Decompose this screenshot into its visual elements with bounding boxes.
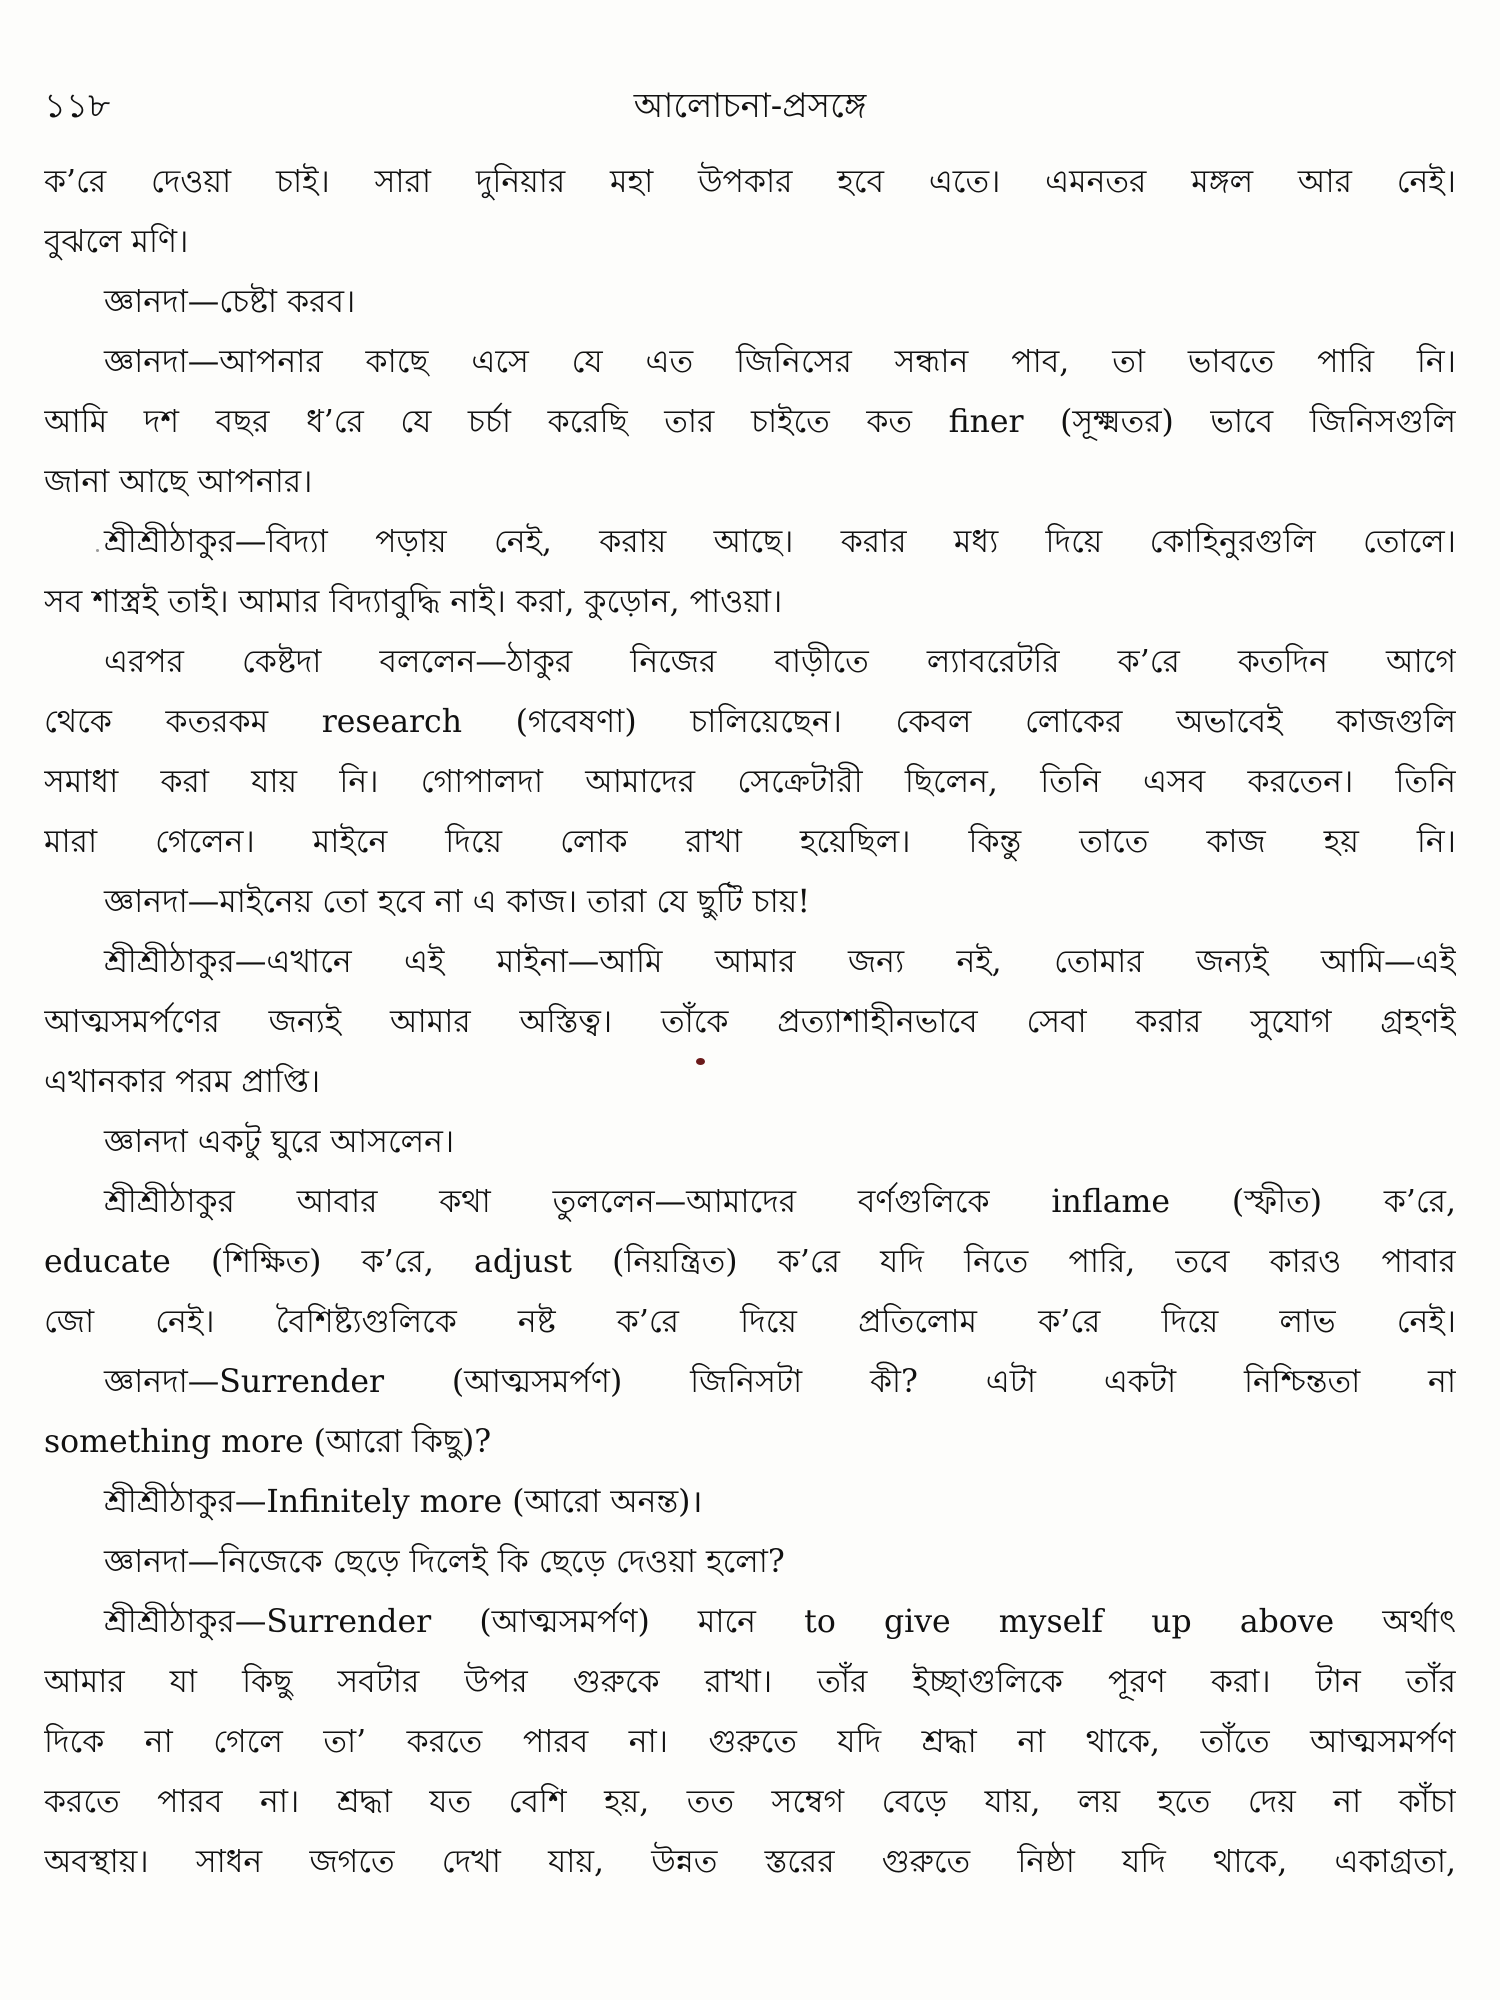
text-line: আমি দশ বছর ধ’রে যে চর্চা করেছি তার চাইতে কত finer (সূক্ষ্মতর) ভাবে জিনিসগুলি	[44, 404, 1456, 440]
text-line: শ্রীশ্রীঠাকুর—বিদ্যা পড়ায় নেই, করায় আছে। করার মধ্য দিয়ে কোহিনুরগুলি তোলে।	[104, 524, 1456, 560]
text-line: জানা আছে আপনার।	[44, 464, 313, 500]
text-line: এখানকার পরম প্রাপ্তি।	[44, 1064, 321, 1100]
running-title: আলোচনা-প্রসঙ্গে	[633, 86, 867, 126]
text-line: জো নেই। বৈশিষ্ট্যগুলিকে নষ্ট ক’রে দিয়ে প্রতিলোম ক’রে দিয়ে লাভ নেই।	[44, 1304, 1456, 1340]
text-line: বুঝলে মণি।	[44, 224, 189, 260]
text-line: জ্ঞানদা—চেষ্টা করব।	[104, 284, 356, 320]
text-line: আত্মসমর্পণের জন্যই আমার অস্তিত্ব। তাঁকে প্রত্যাশাহীনভাবে সেবা করার সুযোগ গ্রহণই	[44, 1004, 1456, 1040]
text-line: শ্রীশ্রীঠাকুর আবার কথা তুললেন—আমাদের বর্ণগুলিকে inflame (স্ফীত) ক’রে,	[104, 1184, 1456, 1220]
page-number: ১১৮	[44, 86, 111, 126]
text-line: সব শাস্ত্রই তাই। আমার বিদ্যাবুদ্ধি নাই। করা, কুড়োন, পাওয়া।	[44, 584, 783, 620]
text-line: জ্ঞানদা—নিজেকে ছেড়ে দিলেই কি ছেড়ে দেওয়া হলো?	[104, 1544, 785, 1580]
text-line: দিকে না গেলে তা’ করতে পারব না। গুরুতে যদি শ্রদ্ধা না থাকে, তাঁতে আত্মসমর্পণ	[44, 1724, 1456, 1760]
ink-spot	[696, 1058, 705, 1065]
text-line: শ্রীশ্রীঠাকুর—Infinitely more (আরো অনন্ত)।	[104, 1484, 703, 1520]
text-line: আমার যা কিছু সবটার উপর গুরুকে রাখা। তাঁর ইচ্ছাগুলিকে পূরণ করা। টান তাঁর	[44, 1664, 1456, 1700]
text-line: ক’রে দেওয়া চাই। সারা দুনিয়ার মহা উপকার হবে এতে। এমনতর মঙ্গল আর নেই।	[44, 164, 1456, 200]
text-line: জ্ঞানদা—Surrender (আত্মসমর্পণ) জিনিসটা কী? এটা একটা নিশ্চিন্ততা না	[104, 1364, 1456, 1400]
text-line: শ্রীশ্রীঠাকুর—Surrender (আত্মসমর্পণ) মানে to give myself up above অর্থাৎ	[104, 1604, 1456, 1640]
page-header	[44, 78, 1456, 138]
text-line: এরপর কেষ্টদা বললেন—ঠাকুর নিজের বাড়ীতে ল্যাবরেটরি ক’রে কতদিন আগে	[104, 644, 1456, 680]
text-line: educate (শিক্ষিত) ক’রে, adjust (নিয়ন্ত্রিত) ক’রে যদি নিতে পারি, তবে কারও পাবার	[44, 1244, 1456, 1280]
text-line: জ্ঞানদা একটু ঘুরে আসলেন।	[104, 1124, 455, 1160]
text-line: করতে পারব না। শ্রদ্ধা যত বেশি হয়, তত সম্বেগ বেড়ে যায়, লয় হতে দেয় না কাঁচা	[44, 1784, 1456, 1820]
text-line: জ্ঞানদা—আপনার কাছে এসে যে এত জিনিসের সন্ধান পাব, তা ভাবতে পারি নি।	[104, 344, 1456, 380]
text-line: অবস্থায়। সাধন জগতে দেখা যায়, উন্নত স্তরের গুরুতে নিষ্ঠা যদি থাকে, একাগ্রতা,	[44, 1844, 1456, 1880]
text-line: জ্ঞানদা—মাইনেয় তো হবে না এ কাজ। তারা যে ছুটি চায়!	[104, 884, 810, 920]
body-text	[44, 152, 1456, 1892]
text-line: something more (আরো কিছু)?	[44, 1424, 492, 1460]
text-line: মারা গেলেন। মাইনে দিয়ে লোক রাখা হয়েছিল। কিন্তু তাতে কাজ হয় নি।	[44, 824, 1456, 860]
text-line: সমাধা করা যায় নি। গোপালদা আমাদের সেক্রেটারী ছিলেন, তিনি এসব করতেন। তিনি	[44, 764, 1456, 800]
text-line: শ্রীশ্রীঠাকুর—এখানে এই মাইনা—আমি আমার জন্য নই, তোমার জন্যই আমি—এই	[104, 944, 1456, 980]
text-line: থেকে কতরকম research (গবেষণা) চালিয়েছেন। কেবল লোকের অভাবেই কাজগুলি	[44, 704, 1456, 740]
margin-speck	[96, 549, 99, 552]
